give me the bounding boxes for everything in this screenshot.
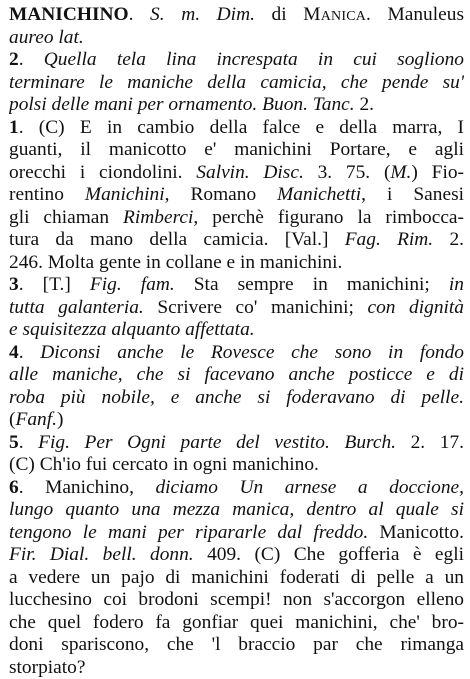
text-line bbox=[9, 522, 464, 545]
text-run: orecchi i ciondolini. bbox=[9, 162, 196, 183]
text-run: 6 bbox=[9, 477, 19, 498]
text-line bbox=[9, 117, 464, 140]
text-line bbox=[9, 162, 464, 185]
text-line bbox=[9, 387, 464, 410]
text-run: tutta galanteria. bbox=[9, 297, 144, 318]
text-run: , perchè figurano la rimbocca- bbox=[193, 207, 464, 228]
text-line bbox=[9, 94, 464, 117]
text-run: e squisitezza alquanto affettata. bbox=[9, 319, 255, 340]
text-run: Fag. Rim. bbox=[345, 229, 433, 250]
text-run: Burch. bbox=[344, 432, 396, 453]
text-run: 246. Molta gente in collane e in manichini. bbox=[9, 252, 342, 273]
text-line bbox=[9, 567, 464, 590]
text-run: Fig. fam. bbox=[90, 274, 175, 295]
text-run: . bbox=[19, 432, 38, 453]
text-run: di bbox=[255, 4, 303, 25]
text-run: con dignità bbox=[367, 297, 464, 318]
text-run: Manica bbox=[303, 4, 366, 25]
text-run: 1 bbox=[9, 117, 19, 138]
text-run: Manichini bbox=[85, 184, 165, 205]
text-run: 2. 17. bbox=[396, 432, 464, 453]
text-line bbox=[9, 364, 464, 387]
text-line bbox=[9, 229, 464, 252]
text-run: Fanf. bbox=[15, 409, 56, 430]
text-line bbox=[9, 499, 464, 522]
text-line bbox=[9, 319, 464, 342]
text-run: . [T.] bbox=[19, 274, 90, 295]
text-run: . Manichino, bbox=[19, 477, 156, 498]
text-run: a vedere un pajo di manichini foderati di pelle a un bbox=[9, 567, 464, 588]
text-run: 2. bbox=[433, 229, 464, 250]
text-run: (C) Ch'io fui cercato in ogni manichino. bbox=[9, 454, 319, 475]
text-run: che quel fodero fa gonfiar quei manichini, che' bro- bbox=[9, 612, 464, 633]
text-line bbox=[9, 4, 464, 27]
text-run: . bbox=[19, 342, 41, 363]
text-run: , i Sanesi bbox=[361, 184, 464, 205]
text-run: Manicotto. bbox=[368, 522, 464, 543]
text-run: diciamo Un arnese a doccione, bbox=[155, 477, 464, 498]
text-run: polsi delle mani per ornamento. bbox=[9, 94, 257, 115]
text-run: rentino bbox=[9, 184, 85, 205]
text-run: , Romano bbox=[165, 184, 278, 205]
text-run: Manichetti bbox=[277, 184, 361, 205]
text-run: . bbox=[19, 49, 44, 70]
text-run: ) bbox=[57, 409, 63, 430]
text-run: 5 bbox=[9, 432, 19, 453]
text-run: Buon. Tanc. bbox=[262, 94, 354, 115]
text-line bbox=[9, 27, 464, 50]
text-run: Fig. Per Ogni parte del vestito. bbox=[38, 432, 330, 453]
text-line bbox=[9, 184, 464, 207]
text-line bbox=[9, 274, 464, 297]
text-run: 3. 75. ( bbox=[304, 162, 391, 183]
text-run: 4 bbox=[9, 342, 19, 363]
text-run: storpiato? bbox=[9, 657, 85, 678]
text-run: Scrivere co' manichini; bbox=[144, 297, 368, 318]
text-run: 2. bbox=[355, 94, 374, 115]
text-run: Salvin. Disc. bbox=[196, 162, 304, 183]
text-line bbox=[9, 252, 464, 275]
text-run: Diconsi anche le Rovesce che sono in fondo bbox=[40, 342, 464, 363]
text-run: in bbox=[449, 274, 464, 295]
text-line bbox=[9, 544, 464, 567]
text-run: terminare le maniche della camicia, che pende su' bbox=[9, 72, 464, 93]
text-run: lucchesino coi brodoni scempi! non s'accorgon elleno bbox=[9, 589, 464, 610]
text-run: S. m. Dim. bbox=[150, 4, 255, 25]
text-run: 3 bbox=[9, 274, 19, 295]
text-run: alle maniche, che si facevano anche posticce e di bbox=[9, 364, 464, 385]
headword: MANICHINO bbox=[9, 4, 129, 25]
text-run: Quella tela lina increspata in cui sogliono bbox=[44, 49, 464, 70]
text-line bbox=[9, 139, 464, 162]
text-line bbox=[9, 297, 464, 320]
text-line bbox=[9, 657, 464, 679]
text-run: lungo quanto una mezza manica, dentro al quale si bbox=[9, 499, 464, 520]
text-run: . (C) E in cambio della falce e della marra, I bbox=[19, 117, 464, 138]
text-run: tengono le mani per ripararle dal freddo. bbox=[9, 522, 368, 543]
text-run: roba più nobile, e anche si foderavano di pelle. bbox=[9, 387, 464, 408]
text-run: 409. (C) Che gofferia è egli bbox=[194, 544, 464, 565]
text-run: M. bbox=[390, 162, 411, 183]
text-line bbox=[9, 72, 464, 95]
text-run: tura da mano della camicia. [Val.] bbox=[9, 229, 345, 250]
text-line bbox=[9, 589, 464, 612]
text-line bbox=[9, 49, 464, 72]
text-line bbox=[9, 432, 464, 455]
text-line bbox=[9, 454, 464, 477]
text-run: ) Fio- bbox=[411, 162, 464, 183]
text-line bbox=[9, 207, 464, 230]
text-run: 2 bbox=[9, 49, 19, 70]
text-run: . Manuleus bbox=[366, 4, 464, 25]
text-run: Fir. Dial. bell. donn. bbox=[9, 544, 194, 565]
text-run: guanti, il manicotto e' manichini Portare, e agli bbox=[9, 139, 464, 160]
text-line bbox=[9, 477, 464, 500]
text-line bbox=[9, 342, 464, 365]
text-run: ( bbox=[9, 409, 15, 430]
text-run: doni spariscono, che 'l braccio par che rimanga bbox=[9, 634, 464, 655]
text-line bbox=[9, 409, 464, 432]
text-line bbox=[9, 612, 464, 635]
text-run: gli chiaman bbox=[9, 207, 123, 228]
text-run: . bbox=[129, 4, 150, 25]
text-run: Sta sempre in manichini; bbox=[175, 274, 449, 295]
text-run: Rimberci bbox=[123, 207, 193, 228]
text-line bbox=[9, 634, 464, 657]
text-run: aureo lat. bbox=[9, 27, 84, 48]
text-run bbox=[330, 432, 345, 453]
